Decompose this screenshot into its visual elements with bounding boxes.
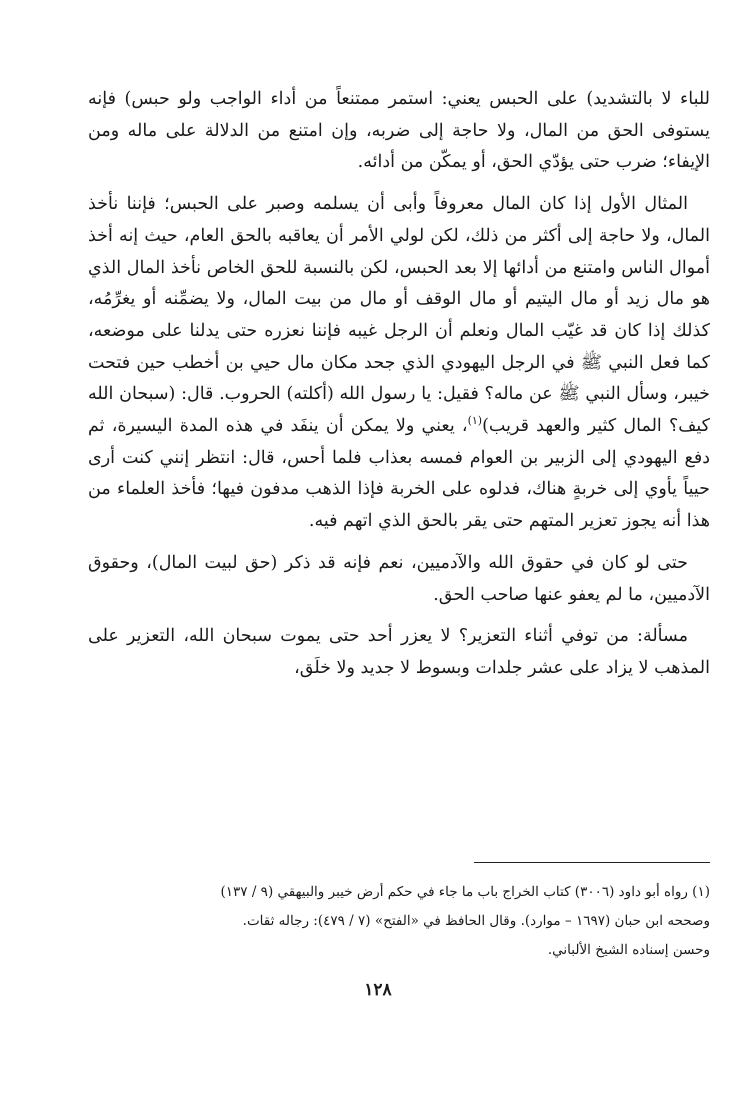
footnote-1-line-1: (١) رواه أبو داود (٣٠٠٦) كتاب الخراج باب ما جاء في حكم أرض خيبر والبيهقي (٩ / ١٣٧) bbox=[220, 884, 710, 900]
footnotes bbox=[88, 878, 710, 965]
paragraph-2-part-a: المثال الأول إذا كان المال معروفاً وأبى أن يسلمه وصبر على الحبس؛ فإننا نأخذ المال، ولا حاجة إلى أكثر من ذلك، لكن لولي الأمر أن يعاقبه بالحق العام، حيث إنه أخذ أموال الناس وامتنع من أدائها إلا بعد الحبس، لكن بالنسبة للحق الخاص نأخذ المال الذي هو مال زيد أو مال اليتيم أو مال الوقف أو مال من بيت المال، ولا يضمِّنه أو يغرِّمُه، كذلك إذا كان قد غيّب المال ونعلم أن الرجل غيبه فإننا نعزره حتى يدلنا على موضعه، كما فعل النبي ﷺ في الرجل اليهودي الذي جحد مكان مال حيي بن أخطب حين فتحت خيبر، وسأل النبي ﷺ عن ماله؟ فقيل: يا رسول الله (أكلته) الحروب. قال: (سبحان الله كيف؟ المال كثير والعهد قريب) bbox=[88, 194, 710, 437]
paragraph-1: للباء لا بالتشديد) على الحبس يعني: استمر ممتنعاً من أداء الواجب ولو حبس) فإنه يستوفى الحق من المال، ولا حاجة إلى ضربه، وإن امتنع من الدلالة على ماله ومن الإيفاء؛ ضرب حتى يؤدّي الحق، أو يمكّن من أدائه. bbox=[88, 89, 710, 173]
paragraph-2-part-b: ، يعني ولا يمكن أن ينفَد في هذه المدة اليسيرة، ثم دفع اليهودي إلى الزبير بن العوام فمسه بعذاب فلما أحس، قال: انتظر إنني كنت أرى حيياً يأوي إلى خربةٍ هناك، فدلوه على الخربة فإذا الذهب مدفون فيها؛ فأخذ العلماء من هذا أنه يجوز تعزير المتهم حتى يقر بالحق الذي اتهم فيه. bbox=[88, 416, 710, 532]
footnote-1-line-2: وصححه ابن حبان (١٦٩٧ – موارد). وقال الحافظ في «الفتح» (٧ / ٤٧٩): رجاله ثقات. bbox=[242, 913, 710, 929]
main-text bbox=[88, 84, 710, 695]
paragraph-4: مسألة: من توفي أثناء التعزير؟ لا يعزر أحد حتى يموت سبحان الله، التعزير على المذهب لا يزاد على عشر جلدات وبسوط لا جديد ولا خلَق، bbox=[88, 626, 710, 678]
paragraph-3: حتى لو كان في حقوق الله والآدميين، نعم فإنه قد ذكر (حق لبيت المال)، وحقوق الآدميين، ما لم يعفو عنها صاحب الحق. bbox=[88, 552, 710, 605]
footnote-separator bbox=[474, 862, 710, 863]
footnote-1-line-3: وحسن إسناده الشيخ الألباني. bbox=[547, 942, 710, 958]
page-number: ١٢٨ bbox=[364, 980, 392, 1000]
footnote-reference[interactable]: (١) bbox=[467, 414, 483, 428]
paragraph-2 bbox=[88, 189, 710, 538]
